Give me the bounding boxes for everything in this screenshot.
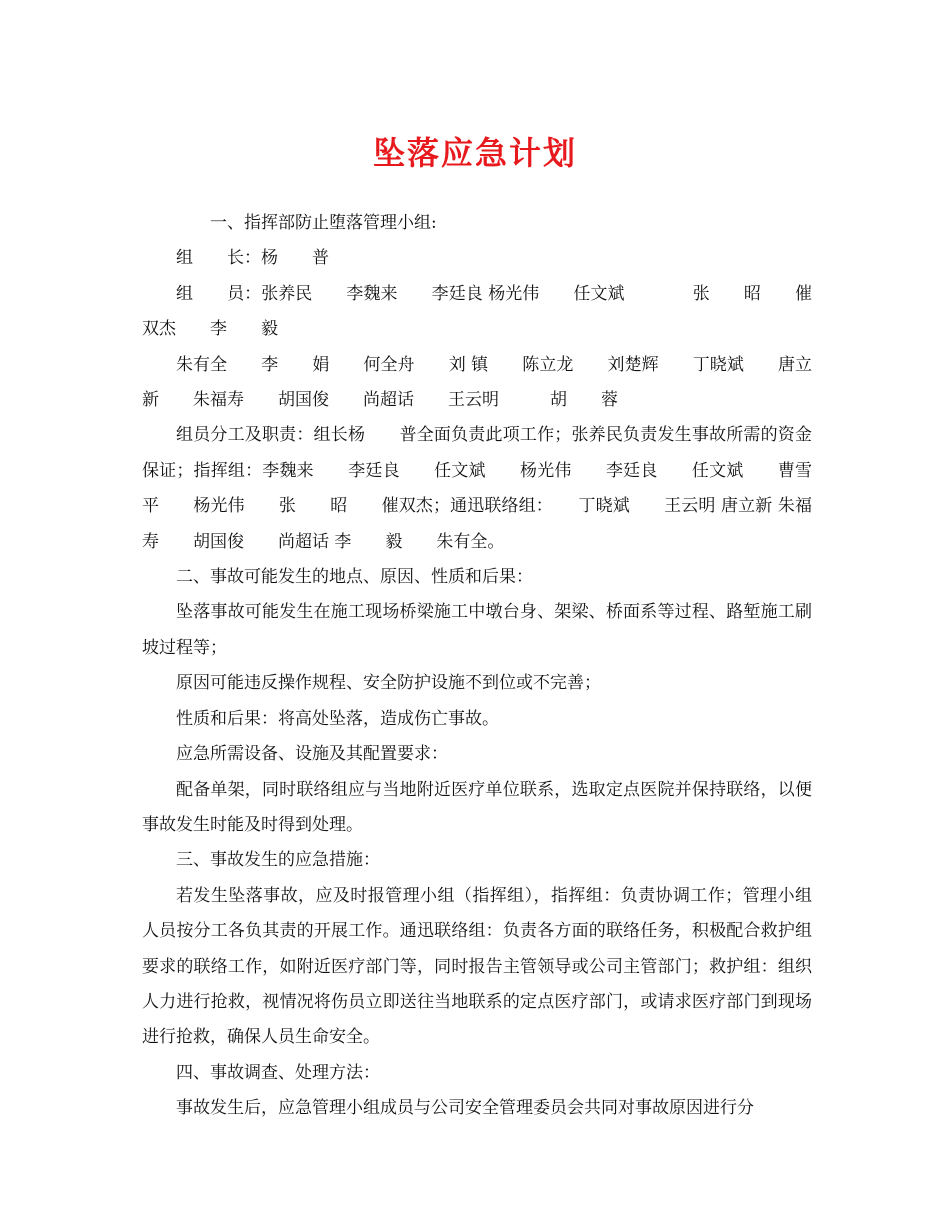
section-heading-4: 四、事故调查、处理方法： [176,1062,380,1083]
investigation-paragraph: 事故发生后，应急管理小组成员与公司安全管理委员会共同对事故原因进行分 [176,1098,754,1119]
document-body [142,206,812,1127]
section-heading-1: 一、指挥部防止堕落管理小组: [210,213,437,233]
emergency-measures-paragraph: 若发生坠落事故，应及时报管理小组（指挥组），指挥组：负责协调工作；管理小组人员按分工各负其责的开展工作。通迅联络组：负责各方面的联络任务，积极配合救护组要求的联络工作，如附近医疗部门等，同时报告主管领导或公司主管部门；救护组：组织人力进行抢救，视情况将伤员立即送往当地联系的定点医疗部门，或请求医疗部门到现场进行抢救，确保人员生命安全。 [142,885,812,1048]
section-heading-3: 三、事故发生的应急措施： [176,850,380,871]
team-members-line: 组 员：张养民 李魏来 李廷良 杨光伟 任文斌 张 昭 催双杰 李 毅 [142,283,812,340]
document-title: 坠落应急计划 [372,134,577,172]
accident-cause-paragraph: 原因可能违反操作规程、安全防护设施不到位或不完善； [176,673,601,694]
team-members-continued: 朱有全 李 娟 何全舟 刘 镇 陈立龙 刘楚辉 丁晓斌 唐立新 朱福寿 胡国俊 尚超话 王云明 胡 蓉 [142,354,812,411]
team-leader-line: 组 长：杨 普 [176,248,329,269]
accident-nature-paragraph: 性质和后果：将高处坠落，造成伤亡事故。 [176,708,499,729]
member-duties-paragraph: 组员分工及职责：组长杨 普全面负责此项工作；张养民负责发生事故所需的资金保证；指挥组：李魏来 李廷良 任文斌 杨光伟 李廷良 任文斌 曹雪平 杨光伟 张 昭 催双杰；通迅联络组： 丁晓斌 王云明 唐立新 朱福寿 胡国俊 尚超话 李 毅 朱有全。 [142,425,812,552]
equipment-requirements-heading: 应急所需设备、设施及其配置要求： [176,744,448,765]
equipment-requirements-paragraph: 配备单架，同时联络组应与当地附近医疗单位联系，选取定点医院并保持联络，以便事故发生时能及时得到处理。 [142,779,812,835]
section-heading-2: 二、事故可能发生的地点、原因、性质和后果： [176,567,533,588]
accident-location-paragraph: 坠落事故可能发生在施工现场桥梁施工中墩台身、架梁、桥面系等过程、路堑施工刷坡过程等； [142,602,812,658]
